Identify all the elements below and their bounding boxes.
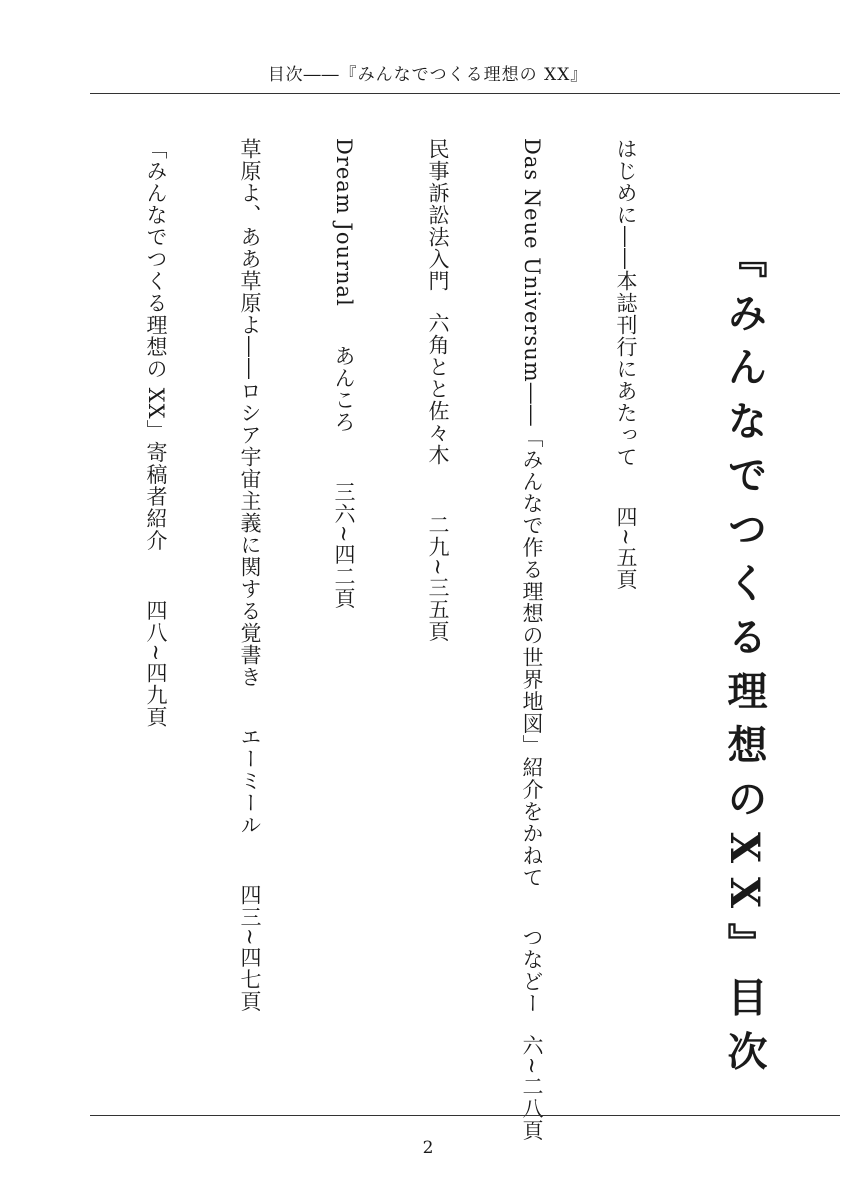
entry-pages: 四~五頁 (614, 506, 638, 591)
toc-entry-das-neue-universum (521, 138, 542, 1141)
running-header: 目次――『みんなでつくる理想の XX』 (267, 65, 589, 85)
entry-title: Dream Journal (332, 138, 356, 307)
toc-entry-contributors (145, 138, 166, 728)
entry-title: 「みんなでつくる理想の XX」寄稿者紹介 (144, 138, 168, 552)
toc-entry-dream-journal (333, 138, 354, 609)
table-of-contents (72, 118, 768, 1142)
header-rule (90, 93, 840, 94)
page-number: 2 (422, 1138, 434, 1158)
toc-entry-steppe (239, 138, 260, 1013)
entry-title: はじめに――本誌刊行にあたって (614, 138, 638, 468)
toc-entry-introduction (615, 138, 636, 591)
entry-pages: 二九~三五頁 (426, 514, 450, 643)
entry-pages: 六~二八頁 (520, 1034, 544, 1142)
entry-title: 草原よ、ああ草原よ――ロシア宇宙主義に関する覚書き (238, 138, 262, 688)
entry-pages: 四三~四七頁 (238, 884, 262, 1013)
entry-author: つなどー (520, 926, 544, 1015)
footer-rule (90, 1115, 840, 1116)
entry-title: Das Neue Universum――「みんなで作る理想の世界地図」紹介をかねて (520, 138, 544, 889)
toc-entry-civil-procedure (427, 138, 448, 643)
entry-title: 民事訴訟法入門 (426, 138, 450, 292)
entry-author: 六角とと佐々木 (426, 312, 450, 466)
entry-pages: 三六~四二頁 (332, 480, 356, 610)
entry-author: エーミール (238, 726, 262, 836)
entry-author: あんころ (332, 344, 356, 433)
entry-pages: 四八~四九頁 (144, 599, 168, 729)
toc-title: 『みんなでつくる理想のXX』目次 (721, 238, 768, 1085)
